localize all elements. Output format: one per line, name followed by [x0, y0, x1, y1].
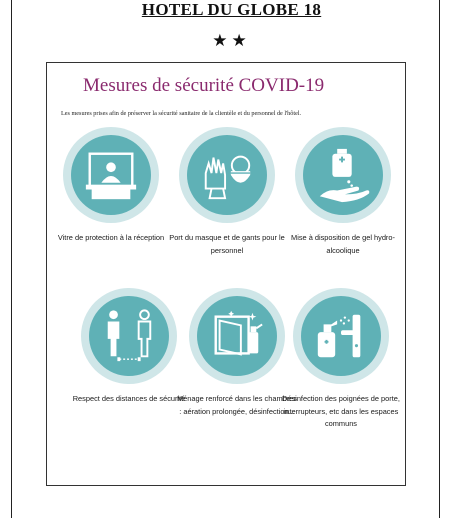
measure-item-reception-screen: [51, 127, 171, 245]
hotel-stars: ★★: [212, 31, 251, 50]
poster-title: Mesures de sécurité COVID-19: [83, 75, 325, 96]
measure-caption: Respect des distances de sécurité: [72, 394, 186, 403]
measure-item-window-cleaning: [177, 288, 297, 418]
measure-disc: [179, 127, 275, 223]
measure-disc: [81, 288, 177, 384]
measure-item-mask-gloves: [167, 127, 287, 257]
hand-sanitizer-icon: [314, 146, 372, 204]
measure-caption: Vitre de protection à la réception: [57, 233, 165, 242]
reception-screen-icon: [82, 146, 140, 204]
spray-door-handle-icon: [312, 307, 370, 365]
measure-item-spray-door-handle: [281, 288, 401, 431]
window-cleaning-icon: [208, 307, 266, 365]
measure-disc: [295, 127, 391, 223]
measure-caption: Mise à disposition de gel hydro-alcoolique: [291, 233, 395, 255]
measure-disc: [63, 127, 159, 223]
measure-caption: Désinfection des poignées de porte, interrupteurs, etc dans les espaces communs: [282, 394, 400, 428]
social-distance-icon: [100, 307, 158, 365]
mask-gloves-icon: [198, 146, 256, 204]
measure-item-social-distance: [69, 288, 189, 406]
measure-caption: Port du masque et de gants pour le personnel: [169, 233, 285, 255]
measure-item-hand-sanitizer: [283, 127, 403, 257]
poster-intro: Les mesures prises afin de préserver la sécurité sanitaire de la clientèle et du personnel de l'hôtel.: [61, 110, 302, 117]
covid-poster: [46, 62, 406, 486]
measure-caption: Ménage renforcé dans les chambres : aération prolongée, désinfection...: [177, 394, 297, 416]
measure-disc: [189, 288, 285, 384]
hotel-title: HOTEL DU GLOBE 18: [141, 0, 322, 19]
measure-disc: [293, 288, 389, 384]
